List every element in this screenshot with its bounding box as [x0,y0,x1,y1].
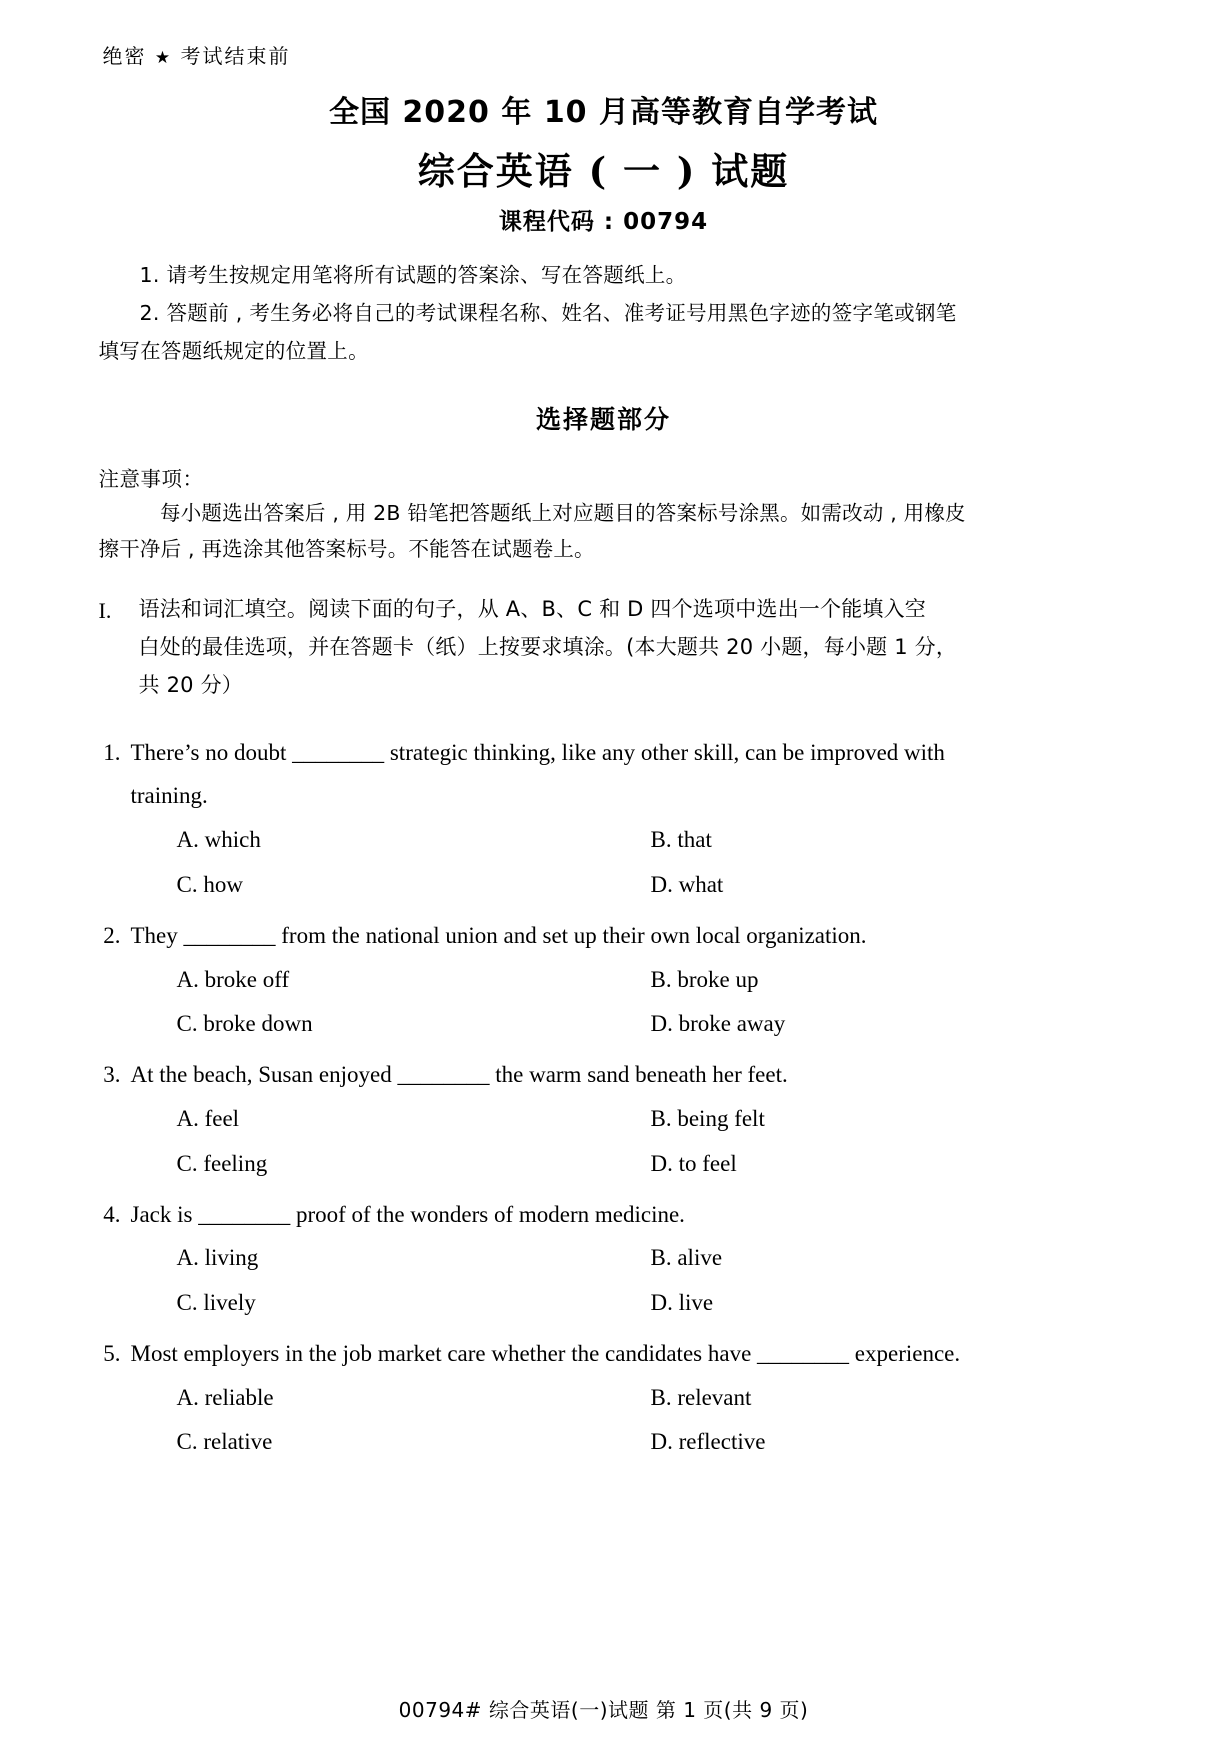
instruction-2: 2. 答题前 , 考生务必将自己的考试课程名称、姓名、准考证号用黑色字迹的签字笔或钢笔 [139,300,957,325]
option-a[interactable]: A. feel [176,1105,240,1131]
confidential-label: 绝密 [102,44,147,68]
part-numeral: I. [98,598,112,624]
option-a[interactable]: A. broke off [176,966,290,992]
option-group [99,818,1109,908]
question-item [99,1332,1109,1465]
option-group [99,958,1109,1048]
part-text-line2: 白处的最佳选项，并在答题卡（纸）上按要求填涂。(本大题共 20 小题，每小题 1 分， [138,635,958,660]
notes-label: 注意事项： [98,466,204,491]
question-number: 2. [103,922,121,948]
option-d[interactable]: D. reflective [650,1429,766,1455]
question-list [99,731,1109,1466]
question-number: 5. [103,1340,121,1366]
option-c[interactable]: C. broke down [176,1011,313,1037]
question-stem-line1: Most employers in the job market care whether the candidates have ________ experience. [130,1340,961,1366]
exam-subject-title: 综合英语 ( 一 ) 试题 [417,149,790,193]
option-group [99,1376,1109,1466]
confidential-suffix: 考试结束前 [180,44,291,68]
option-b[interactable]: B. relevant [650,1384,752,1410]
question-stem-line1: At the beach, Susan enjoyed ________ the warm sand beneath her feet. [130,1062,788,1088]
course-code: 课程代码 : 00794 [498,209,709,235]
question-number: 4. [103,1201,121,1227]
option-a[interactable]: A. reliable [176,1384,274,1410]
option-c[interactable]: C. feeling [176,1150,268,1176]
instruction-2-cont: 填写在答题纸规定的位置上。 [98,338,369,363]
question-stem-line1: They ________ from the national union and set up their own local organization. [130,922,867,948]
question-stem-line1: Jack is ________ proof of the wonders of modern medicine. [130,1201,685,1227]
option-a[interactable]: A. which [176,827,261,853]
option-d[interactable]: D. to feel [650,1150,737,1176]
option-a[interactable]: A. living [176,1245,259,1271]
option-b[interactable]: B. alive [650,1245,723,1271]
option-d[interactable]: D. broke away [650,1011,786,1037]
part-text-line3: 共 20 分） [138,672,243,697]
instruction-1: 1. 请考生按规定用笔将所有试题的答案涂、写在答题纸上。 [139,263,687,287]
part-one-heading [99,591,1109,704]
question-stem-line1: There’s no doubt ________ strategic thinking, like any other skill, can be improved with [130,739,945,765]
question-number: 1. [103,739,121,765]
exam-title-line1: 全国 2020 年 10 月高等教育自学考试 [328,95,879,130]
question-item [99,1053,1109,1186]
question-stem-line2: training. [130,783,208,809]
part-text-line1: 语法和词汇填空。阅读下面的句子，从 A、B、C 和 D 四个选项中选出一个能填入空 [138,597,927,622]
option-b[interactable]: B. broke up [650,966,759,992]
option-group [99,1236,1109,1326]
question-item [99,731,1109,908]
question-item [99,914,1109,1047]
option-d[interactable]: D. what [650,871,724,897]
star-icon: ★ [154,48,173,68]
option-group [99,1097,1109,1187]
confidential-header [103,40,1109,69]
option-c[interactable]: C. lively [176,1290,256,1316]
page-footer: 00794# 综合英语(一)试题 第 1 页(共 9 页) [398,1698,809,1722]
notes-line-2: 擦干净后 , 再选涂其他答案标号。不能答在试题卷上。 [98,536,595,561]
question-item [99,1193,1109,1326]
question-number: 3. [103,1062,121,1088]
section-title: 选择题部分 [535,404,671,434]
option-c[interactable]: C. relative [176,1429,273,1455]
option-d[interactable]: D. live [650,1290,714,1316]
option-b[interactable]: B. that [650,827,712,853]
option-b[interactable]: B. being felt [650,1105,765,1131]
option-c[interactable]: C. how [176,871,243,897]
notes-line-1: 每小题选出答案后 , 用 2B 铅笔把答题纸上对应题目的答案标号涂黑。如需改动 , 用橡皮 [160,500,966,525]
